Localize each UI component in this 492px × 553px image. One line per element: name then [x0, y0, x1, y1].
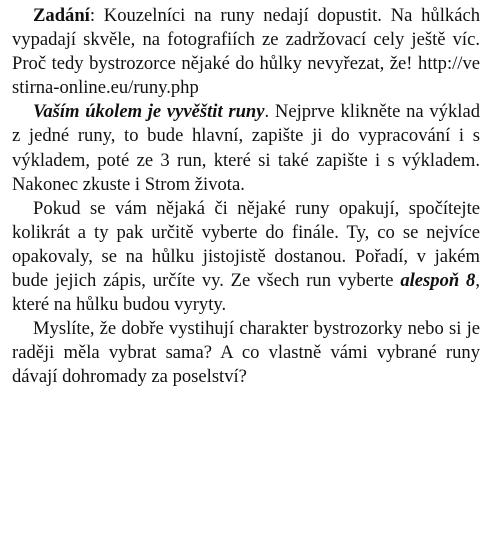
paragraph-assignment [12, 4, 480, 100]
task-emphasis: Vaším úkolem je vyvěštit runy [33, 101, 265, 123]
assignment-label: Zadání [33, 5, 90, 26]
assignment-text: Kouzelníci na runy nedají dopustit. Na hůlkách vypadají skvěle, na fotografiích ze zadržovací cely ještě víc. Proč tedy bystrozorce nějaké do hůlky nevyřezat, že! [12, 5, 480, 75]
repeats-text-before: Pokud se vám nějaká či nějaké runy opakují, spočítejte kolikrát a ty pak určitě vyberte do finále. Ty, co se nejvíce opakovaly, se na hůlku jistojistě dostanou. Pořadí, v jakém bude jejich zápis, určíte vy. Ze všech run vyberte [12, 197, 480, 292]
repeats-text-after: , které na hůlku budou vyryty. [12, 270, 480, 316]
task-text: . Nejprve klikněte na výklad z jedné runy, to bude hlavní, zapište ji do vypracování i s výkladem, poté ze 3 run, které si také zapište i s výkladem. Nakonec zkuste i Strom života. [12, 101, 480, 195]
paragraph-repeats [12, 197, 480, 317]
document-body [12, 4, 480, 390]
paragraph-task [12, 100, 480, 196]
paragraph-question [12, 317, 480, 389]
repeats-emphasis: alespoň 8 [400, 270, 476, 292]
runes-link[interactable]: http://vestirna-online.eu/runy.php [12, 53, 480, 99]
question-text: Myslíte, že dobře vystihují charakter bystrozorky nebo si je raději měla vybrat sama? A co vlastně vámi vybrané runy dávají dohromady za poselství? [12, 318, 480, 388]
assignment-separator: : [89, 5, 104, 26]
